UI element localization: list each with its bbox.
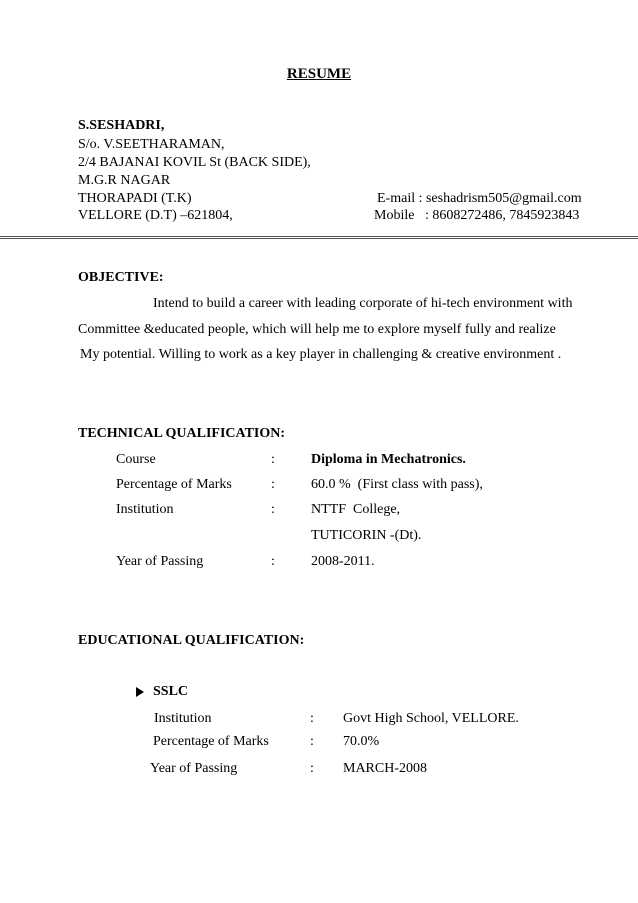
applicant-name: S.SESHADRI, — [78, 118, 165, 133]
percentage-value: 60.0 % (First class with pass), — [311, 477, 483, 492]
sslc-year-label: Year of Passing — [150, 761, 238, 776]
colon: : — [271, 502, 275, 517]
address-line: M.G.R NAGAR — [78, 173, 171, 188]
sslc-year-value: MARCH-2008 — [343, 761, 428, 776]
header-divider — [0, 236, 638, 239]
colon: : — [310, 711, 314, 726]
sslc-institution-label: Institution — [154, 711, 212, 726]
course-label: Course — [116, 452, 156, 467]
course-value: Diploma in Mechatronics. — [311, 452, 466, 467]
objective-line: Committee &educated people, which will help me to explore myself fully and realize — [78, 322, 556, 337]
mobile-text: Mobile : 8608272486, 7845923843 — [374, 208, 580, 223]
resume-title: RESUME — [286, 66, 352, 82]
technical-heading: TECHNICAL QUALIFICATION: — [78, 426, 286, 441]
colon: : — [310, 761, 314, 776]
colon: : — [310, 734, 314, 749]
address-line: S/o. V.SEETHARAMAN, — [78, 137, 225, 152]
objective-line: My potential. Willing to work as a key player in challenging & creative environment . — [80, 347, 562, 362]
educational-heading: EDUCATIONAL QUALIFICATION: — [78, 633, 305, 648]
arrow-bullet-icon — [136, 687, 144, 697]
sslc-label: SSLC — [153, 684, 189, 699]
objective-heading: OBJECTIVE: — [78, 270, 164, 285]
sslc-institution-value: Govt High School, VELLORE. — [343, 711, 519, 726]
address-line: VELLORE (D.T) –621804, — [78, 208, 233, 223]
sslc-percentage-value: 70.0% — [343, 734, 380, 749]
address-line: THORAPADI (T.K) — [78, 191, 192, 206]
year-label: Year of Passing — [116, 554, 204, 569]
colon: : — [271, 477, 275, 492]
year-value: 2008-2011. — [311, 554, 375, 569]
email-text: E-mail : seshadrism505@gmail.com — [377, 191, 582, 206]
institution-value: NTTF College, — [311, 502, 401, 517]
objective-line: Intend to build a career with leading corporate of hi-tech environment with — [153, 296, 573, 311]
institution-label: Institution — [116, 502, 174, 517]
colon: : — [271, 452, 275, 467]
sslc-percentage-label: Percentage of Marks — [153, 734, 269, 749]
percentage-label: Percentage of Marks — [116, 477, 232, 492]
colon: : — [271, 554, 275, 569]
institution-location: TUTICORIN -(Dt). — [311, 528, 422, 543]
address-line: 2/4 BAJANAI KOVIL St (BACK SIDE), — [78, 155, 311, 170]
